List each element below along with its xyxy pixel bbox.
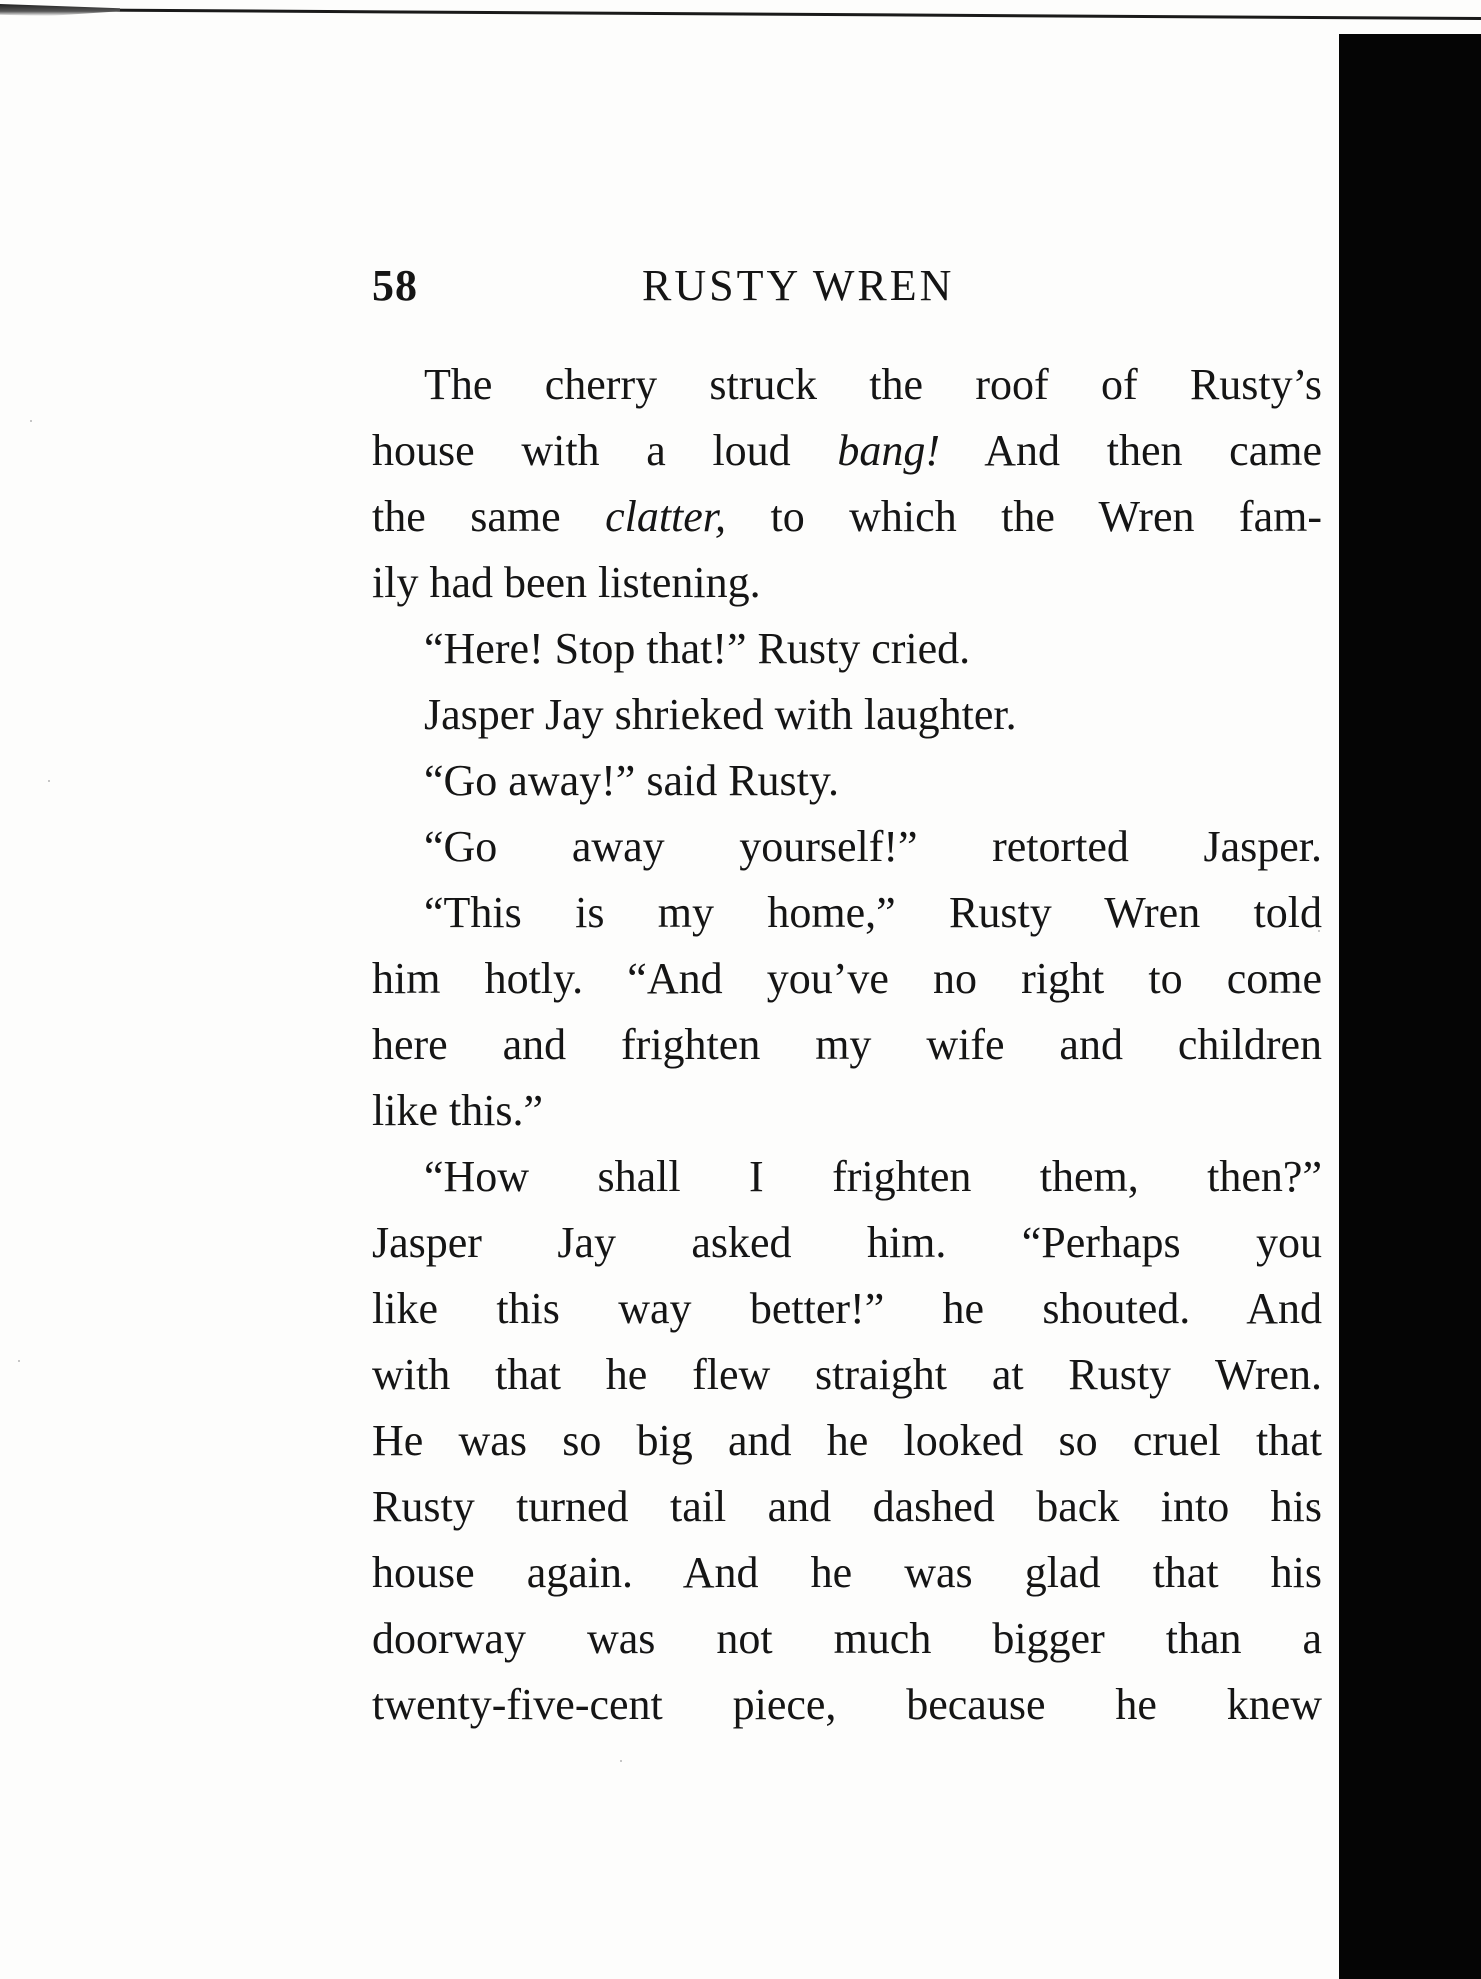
scan-speck: [620, 1760, 622, 1762]
text-run: him hotly. “And you’ve no right to come: [372, 954, 1322, 1003]
text-run: house with a loud: [372, 426, 838, 475]
text-line: [372, 1012, 1322, 1078]
text-run: doorway was not much bigger than a: [372, 1614, 1322, 1663]
scan-speck: [48, 780, 50, 782]
text-line: [372, 1078, 1322, 1144]
text-line: [372, 1276, 1322, 1342]
text-line: [372, 550, 1322, 616]
text-run: “Go away yourself!” retorted Jasper.: [424, 822, 1322, 871]
text-run: house again. And he was glad that his: [372, 1548, 1322, 1597]
text-line: [372, 880, 1322, 946]
text-run: The cherry struck the roof of Rusty’s: [424, 360, 1322, 409]
scan-top-edge-line: [0, 8, 1481, 20]
text-line: [372, 484, 1322, 550]
text-run: like this.”: [372, 1086, 544, 1135]
book-title: RUSTY WREN: [642, 261, 955, 310]
text-line: [372, 1408, 1322, 1474]
page-number: 58: [372, 261, 418, 310]
text-line: [372, 682, 1322, 748]
scan-dark-margin: [1339, 34, 1481, 1979]
scan-corner-mark: [0, 4, 120, 16]
text-run: to which the Wren fam-: [726, 492, 1322, 541]
italic-word: clatter,: [605, 492, 727, 541]
text-line: [372, 748, 1322, 814]
text-run: Rusty turned tail and dashed back into his: [372, 1482, 1322, 1531]
text-line: [372, 1210, 1322, 1276]
text-run: He was so big and he looked so cruel that: [372, 1416, 1322, 1465]
text-run: And then came: [940, 426, 1322, 475]
italic-word: bang!: [837, 426, 941, 475]
text-line: [372, 1144, 1322, 1210]
text-run: “This is my home,” Rusty Wren told: [424, 888, 1322, 937]
scan-speck: [30, 420, 32, 422]
text-line: [372, 418, 1322, 484]
text-run: the same: [372, 492, 606, 541]
text-run: here and frighten my wife and children: [372, 1020, 1322, 1069]
text-run: like this way better!” he shouted. And: [372, 1284, 1322, 1333]
text-run: Jasper Jay shrieked with laughter.: [424, 690, 1017, 739]
text-line: [372, 352, 1322, 418]
text-line: [372, 946, 1322, 1012]
text-line: [372, 1540, 1322, 1606]
text-line: [372, 1474, 1322, 1540]
text-run: “How shall I frighten them, then?”: [424, 1152, 1322, 1201]
body-text: [372, 352, 1322, 1738]
text-run: Jasper Jay asked him. “Perhaps you: [372, 1218, 1322, 1267]
running-head: [372, 260, 1052, 320]
text-line: [372, 1672, 1322, 1738]
text-line: [372, 1606, 1322, 1672]
text-run: ily had been listening.: [372, 558, 761, 607]
scan-speck: [18, 1360, 20, 1362]
text-run: with that he flew straight at Rusty Wren.: [372, 1350, 1322, 1399]
text-run: “Here! Stop that!” Rusty cried.: [424, 624, 971, 673]
text-line: [372, 814, 1322, 880]
text-line: [372, 1342, 1322, 1408]
text-line: [372, 616, 1322, 682]
text-run: twenty-five-cent piece, because he knew: [372, 1680, 1322, 1729]
text-run: “Go away!” said Rusty.: [424, 756, 840, 805]
